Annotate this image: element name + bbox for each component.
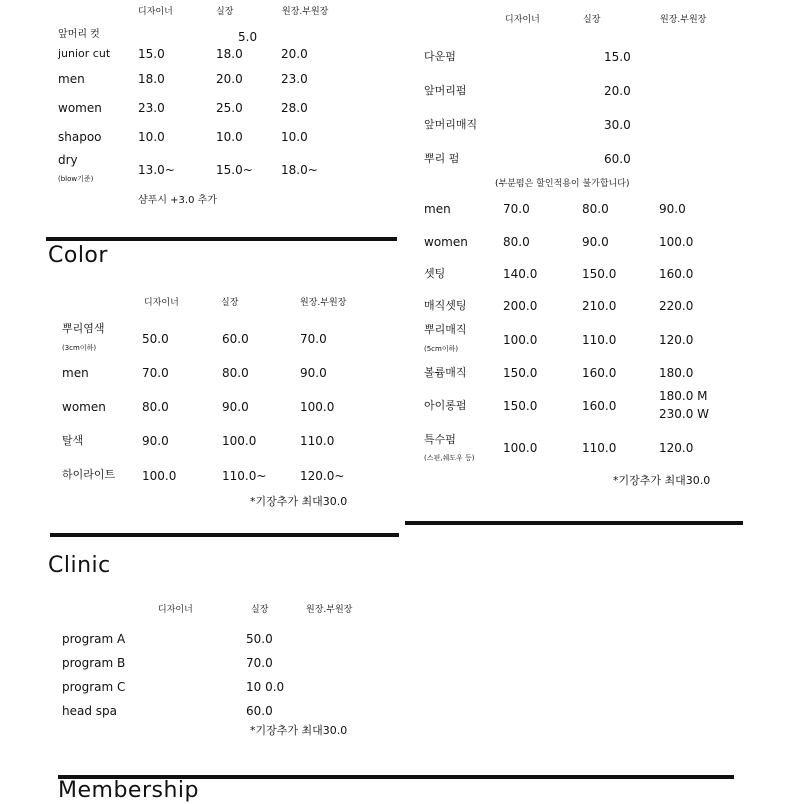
clinic-price: 70.0 (246, 656, 273, 670)
color-row-name: women (62, 400, 106, 414)
color-price: 60.0 (222, 332, 249, 346)
cut-price: 18.0 (216, 47, 243, 61)
perm-price: 90.0 (582, 235, 609, 249)
perm-price: 150.0 (582, 267, 617, 281)
color-note: *기장추가 최대30.0 (250, 495, 348, 508)
cut-price: 23.0 (138, 101, 165, 115)
clinic-title: Clinic (48, 553, 111, 578)
color-header-manager: 실장 (221, 298, 239, 308)
cut-header-manager: 실장 (216, 7, 234, 17)
cut-price: 15.0 (138, 47, 165, 61)
clinic-header-director: 원장.부원장 (306, 605, 353, 615)
clinic-note: *기장추가 최대30.0 (250, 724, 348, 737)
perm-single-price: 30.0 (604, 118, 631, 132)
cut-price: 25.0 (216, 101, 243, 115)
perm-price: 110.0 (582, 333, 617, 347)
perm-price: 100.0 (503, 441, 538, 455)
cut-price: 10.0 (216, 130, 243, 144)
perm-price: 180.0 (659, 366, 694, 380)
cut-price: 15.0~ (216, 163, 253, 177)
cut-header-director: 원장.부원장 (282, 7, 329, 17)
perm-header-director: 원장.부원장 (660, 15, 707, 25)
clinic-row-name: head spa (62, 704, 117, 718)
perm-single-name: 앞머리매직 (424, 118, 478, 131)
perm-row-name: men (424, 202, 451, 216)
color-row-sub: (3cm이하) (62, 344, 97, 352)
perm-price: 160.0 (659, 267, 694, 281)
perm-price: 220.0 (659, 299, 694, 313)
clinic-price: 10 0.0 (246, 680, 285, 694)
perm-price: 110.0 (582, 441, 617, 455)
perm-single-price: 20.0 (604, 84, 631, 98)
perm-price-women: 230.0 W (659, 407, 710, 421)
perm-price: 120.0 (659, 333, 694, 347)
perm-price: 80.0 (582, 202, 609, 216)
cut-price: 20.0 (281, 47, 308, 61)
cut-row-name: men (58, 72, 85, 86)
color-row-name: 탈색 (62, 434, 84, 447)
color-header-director: 원장.부원장 (300, 298, 347, 308)
cut-row-name: junior cut (58, 47, 111, 60)
color-price: 120.0~ (300, 469, 345, 483)
color-row-name: men (62, 366, 89, 380)
cut-row-name: shapoo (58, 130, 102, 144)
cut-divider (46, 237, 397, 241)
perm-row-name: 특수펌 (424, 433, 456, 446)
cut-header-designer: 디자이너 (138, 7, 173, 17)
color-title: Color (48, 243, 108, 268)
cut-price: 13.0~ (138, 163, 175, 177)
cut-price: 10.0 (138, 130, 165, 144)
perm-price: 160.0 (582, 366, 617, 380)
perm-row-sub: (스핀,쉐도우 등) (424, 454, 475, 462)
cut-price: 10.0 (281, 130, 308, 144)
perm-row-name: 뿌리매직 (424, 323, 467, 336)
perm-single-name: 앞머리펌 (424, 84, 467, 97)
color-row-name: 뿌리염색 (62, 322, 105, 335)
color-divider (50, 533, 399, 537)
color-price: 110.0~ (222, 469, 267, 483)
perm-note: *기장추가 최대30.0 (613, 474, 711, 487)
bangs-cut-label: 앞머리 컷 (58, 29, 100, 40)
perm-single-name: 다운펌 (424, 50, 456, 63)
color-price: 100.0 (300, 400, 335, 414)
perm-price: 70.0 (503, 202, 530, 216)
bangs-cut-price: 5.0 (238, 30, 258, 44)
perm-header-manager: 실장 (583, 15, 601, 25)
color-price: 50.0 (142, 332, 169, 346)
perm-single-price: 15.0 (604, 50, 631, 64)
cut-price: 23.0 (281, 72, 308, 86)
cut-price: 18.0 (138, 72, 165, 86)
perm-header-designer: 디자이너 (505, 15, 540, 25)
cut-row-sub: (blow기준) (58, 175, 94, 183)
cut-price: 28.0 (281, 101, 308, 115)
perm-row-name: women (424, 235, 468, 249)
clinic-row-name: program B (62, 656, 126, 670)
clinic-price: 60.0 (246, 704, 273, 718)
color-price: 100.0 (142, 469, 177, 483)
clinic-row-name: program C (62, 680, 126, 694)
perm-row-name: 매직셋팅 (424, 299, 467, 312)
perm-price-men: 180.0 M (659, 389, 708, 403)
color-price: 110.0 (300, 434, 335, 448)
color-row-name: 하이라이트 (62, 468, 116, 481)
cut-price: 20.0 (216, 72, 243, 86)
perm-row-name: 셋팅 (424, 267, 446, 280)
perm-price: 90.0 (659, 202, 686, 216)
perm-price: 100.0 (659, 235, 694, 249)
cut-row-name: women (58, 101, 102, 115)
perm-price: 150.0 (503, 366, 538, 380)
clinic-header-manager: 실장 (251, 605, 269, 615)
color-price: 80.0 (222, 366, 249, 380)
perm-price: 100.0 (503, 333, 538, 347)
perm-partial-note: (부분펌은 할인적용이 불가합니다) (495, 179, 630, 189)
color-price: 100.0 (222, 434, 257, 448)
perm-price: 140.0 (503, 267, 538, 281)
clinic-price: 50.0 (246, 632, 273, 646)
cut-row-name: dry (58, 153, 78, 167)
clinic-header-designer: 디자이너 (158, 605, 193, 615)
perm-single-name: 뿌리 펌 (424, 152, 460, 165)
color-price: 90.0 (222, 400, 249, 414)
perm-price: 210.0 (582, 299, 617, 313)
perm-price: 120.0 (659, 441, 694, 455)
color-price: 90.0 (142, 434, 169, 448)
perm-price: 160.0 (582, 399, 617, 413)
perm-row-name: 볼륨매직 (424, 366, 467, 379)
color-price: 90.0 (300, 366, 327, 380)
perm-price: 200.0 (503, 299, 538, 313)
perm-single-price: 60.0 (604, 152, 631, 166)
clinic-row-name: program A (62, 632, 126, 646)
membership-title: Membership (58, 778, 199, 803)
perm-row-sub: (5cm이하) (424, 345, 459, 353)
color-price: 70.0 (142, 366, 169, 380)
perm-divider (405, 521, 743, 525)
perm-price: 150.0 (503, 399, 538, 413)
cut-price: 18.0~ (281, 163, 318, 177)
perm-price: 80.0 (503, 235, 530, 249)
color-price: 80.0 (142, 400, 169, 414)
color-header-designer: 디자이너 (144, 298, 179, 308)
cut-note: 샴푸시 +3.0 추가 (138, 195, 217, 206)
color-price: 70.0 (300, 332, 327, 346)
perm-row-name: 아이롱펌 (424, 399, 467, 412)
